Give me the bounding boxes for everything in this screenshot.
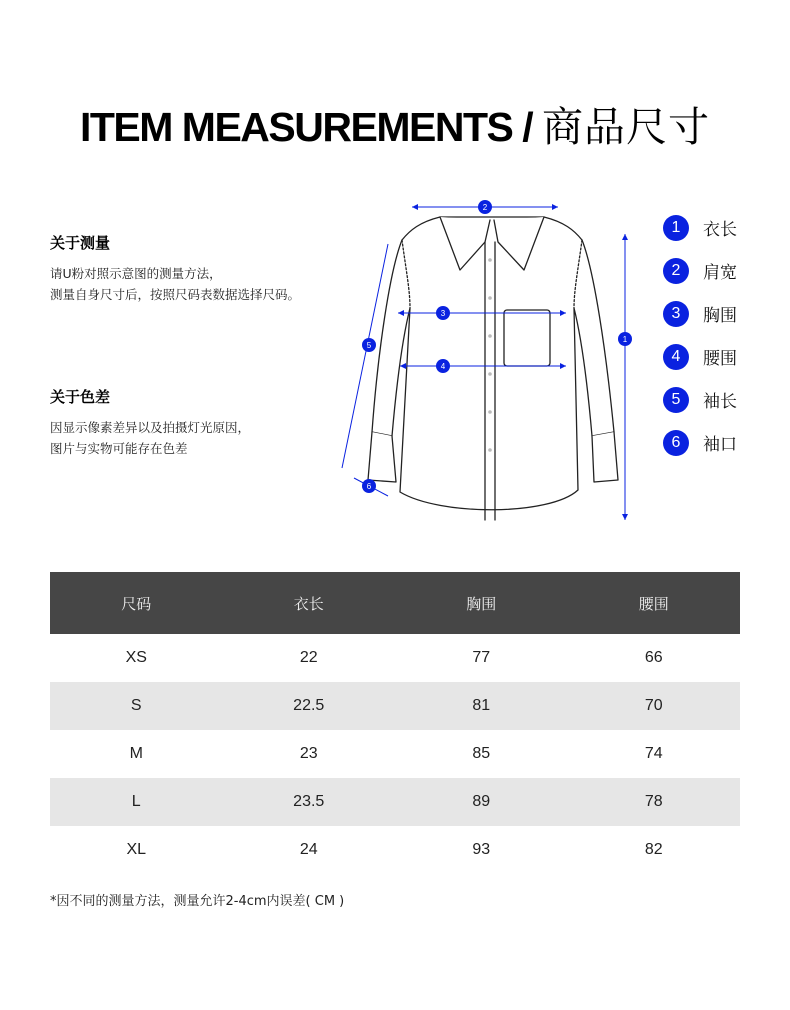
table-cell: 78 (644, 793, 663, 810)
legend-item (663, 292, 737, 335)
table-row (50, 826, 740, 874)
note-line: 图片与实物可能存在色差 (50, 441, 188, 456)
table-cell: S (130, 697, 142, 714)
table-cell: 74 (644, 745, 663, 762)
shirt-diagram (330, 190, 650, 535)
table-cell: 23 (299, 745, 318, 762)
note-color (50, 386, 350, 459)
table-cell: 66 (644, 649, 663, 666)
page-title (0, 94, 790, 153)
table-row (50, 778, 740, 826)
legend-label: 衣长 (703, 220, 737, 240)
table-row (50, 634, 740, 682)
header-cell: 腰围 (638, 594, 669, 613)
table-cell: 89 (472, 793, 491, 810)
legend-item (663, 421, 737, 464)
left-cuff (368, 432, 396, 482)
legend-item (663, 249, 737, 292)
note-title: 关于色差 (50, 388, 111, 406)
table-cell: 82 (644, 841, 663, 858)
table-cell: XL (126, 841, 147, 858)
header-cell: 胸围 (466, 594, 497, 613)
legend-item (663, 378, 737, 421)
legend-number: 2 (663, 258, 689, 284)
size-table (50, 572, 740, 874)
legend-number: 3 (663, 301, 689, 327)
table-cell: 22 (299, 649, 318, 666)
legend-number: 4 (663, 344, 689, 370)
legend-number: 6 (663, 430, 689, 456)
right-cuff (592, 432, 618, 482)
marker-label: 1 (622, 335, 628, 344)
legend-item (663, 335, 737, 378)
table-row (50, 730, 740, 778)
page-title-en: ITEM MEASUREMENTS / (79, 104, 543, 150)
table-cell: 23.5 (293, 793, 325, 810)
note-line: 请U粉对照示意图的测量方法， (50, 266, 222, 281)
table-cell: L (131, 793, 141, 810)
marker-label: 6 (366, 482, 372, 491)
table-cell: 22.5 (293, 697, 325, 714)
marker-label: 5 (366, 341, 372, 350)
legend-label: 腰围 (703, 349, 737, 369)
table-cell: 77 (472, 649, 491, 666)
page-title-cn: 商品尺寸 (542, 103, 711, 151)
shirt-drawing (330, 190, 650, 535)
marker-label: 3 (440, 309, 446, 318)
measurement-legend (663, 206, 737, 464)
table-cell: 85 (472, 745, 491, 762)
legend-number: 1 (663, 215, 689, 241)
legend-label: 袖口 (703, 435, 737, 455)
table-cell: M (129, 745, 143, 762)
table-row (50, 682, 740, 730)
legend-label: 肩宽 (703, 263, 737, 283)
note-title: 关于测量 (50, 234, 111, 252)
note-line: 测量自身尺寸后，按照尺码表数据选择尺码。 (50, 287, 301, 302)
legend-number: 5 (663, 387, 689, 413)
note-measure (50, 232, 350, 305)
table-cell: XS (125, 649, 147, 666)
marker-label: 4 (440, 362, 446, 371)
note-line: 因显示像素差异以及拍摄灯光原因， (50, 420, 251, 435)
legend-item (663, 206, 737, 249)
header-cell: 尺码 (121, 594, 152, 613)
table-cell: 81 (472, 697, 491, 714)
legend-label: 袖长 (703, 392, 737, 412)
table-header (50, 572, 740, 634)
footnote: *因不同的测量方法，测量允许2-4cm内误差( CM ) (50, 894, 345, 909)
table-cell: 24 (299, 841, 318, 858)
marker-label: 2 (482, 203, 488, 212)
header-cell: 衣长 (293, 594, 324, 613)
table-cell: 70 (644, 697, 663, 714)
legend-label: 胸围 (703, 306, 737, 326)
table-cell: 93 (472, 841, 491, 858)
shirt-body (372, 217, 614, 510)
